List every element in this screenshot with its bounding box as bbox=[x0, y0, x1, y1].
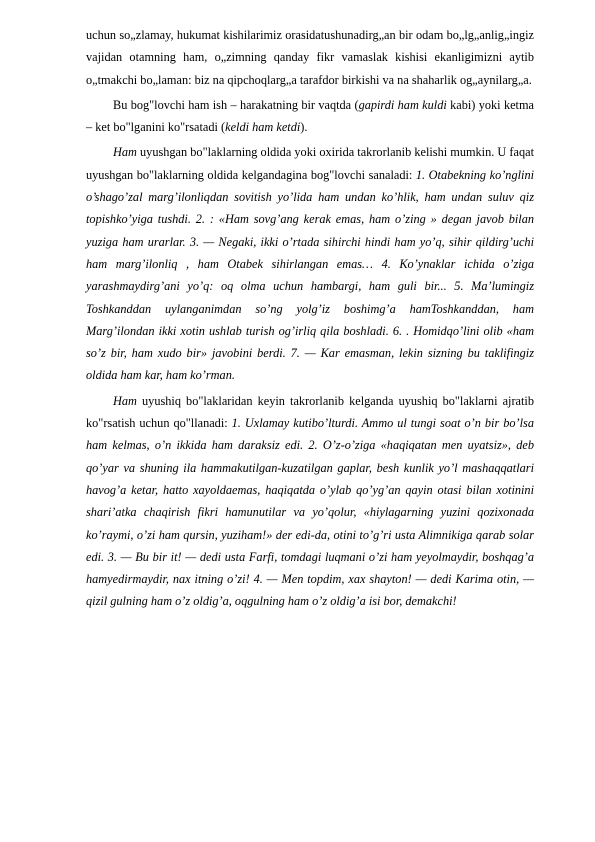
keyword-ham: Ham bbox=[113, 393, 137, 408]
definition-example-1: gapirdi ham kuldi bbox=[358, 97, 447, 112]
paragraph-ham-after bbox=[86, 390, 534, 613]
keyword-ham: Ham bbox=[113, 145, 137, 160]
document-page bbox=[86, 24, 534, 613]
definition-text-2: kabi) yoki ketma – ket bo"lganini ko"rsatadi ( bbox=[86, 97, 534, 135]
rule-text: uyushiq bo"laklaridan keyin takrorlanib kelganda uyushiq bo"laklarni ajratib ko"rsatish uchun qo"llanadi: bbox=[86, 393, 534, 431]
examples-text: 1. Otabekning ko’nglini o’shago’zal marg’ilonliqdan sovitish yo’lida ham undan ko’hlik, ham undan suluv qiz topishko’yiga tushdi. 2. : «Ham sovg’ang kerak emas, ham o’zing » degan javob bilan yuziga ham urarlar. 3. — Negaki, ikki o’rtada sihirchi hindi ham yo’q, sihir qildirg’uchi ham marg’ilonliq , ham Otabek sihirlangan emas… 4. Ko’ynaklar ichida o’ziga yarashmaydirg’ani yo’q: oq olma uchun hambargi, ham guli bir... 5. Ma’lumingiz Toshkanddan uylanganimdan so’ng yolg’iz boshimg’a hamToshkanddan, ham Marg’ilondan ikki xotin ushlab turish og’irliq qila boshladi. 6. . Homidqo’lini olib «ham so’z bir, ham xudo bir» javobini berdi. 7. — Kar emasman, lekin sizning bu taklifingiz oldida ham kar, ham ko’rman. bbox=[86, 167, 535, 383]
paragraph-ham-before bbox=[86, 141, 534, 386]
definition-text-3: ). bbox=[300, 120, 308, 135]
examples-text: 1. Uxlamay kutibo’lturdi. Ammo ul tungi soat o’n bir bo’lsa ham kelmas, o’n ikkida ham daraksiz edi. 2. O’z-o’ziga «haqiqatan men uyatsiz», deb qo’yar va shuning ila hammakutilgan-kuzatilgan gaplar, besh kunlik yo’l mashaqqatlari havog’a ketar, hatto xayoldaemas, haqiqatda o’ylab qo’yg’an qayin otasi bilan xotinini shari’atka chaqirish fikri hamunutilar va yo’qolur, «hiylagarning yuzini qozixonada ko’raymi, o’zi ham qursin, yuziham!» der edi-da, otini to’g’ri usta Alimnikiga qarab solar edi. 3. — Bu bir it! — dedi usta Farfi, tomdagi luqmani o’zi ham yeyolmaydir, boshqag’a hamyedirmaydir, nax itning o’zi! 4. — Men topdim, xax shayton! — dedi Karima otin, — qizil gulning ham o’z oldig’a, oqgulning ham o’z oldig’a isi bor, demakchi! bbox=[86, 416, 534, 609]
rule-text: uyushgan bo"laklarning oldida yoki oxirida takrorlanib kelishi mumkin. U faqat uyushgan bo"laklarning oldida kelgandagina bog"lovchi sanaladi: bbox=[86, 145, 534, 182]
definition-example-2: keldi ham ketdi bbox=[225, 120, 301, 135]
paragraph-definition bbox=[86, 94, 534, 139]
definition-text-1: Bu bog"lovchi ham ish – harakatning bir vaqtda ( bbox=[113, 97, 359, 112]
paragraph-intro: uchun so„zlamay, hukumat kishilarimiz orasidatushunadirg„an bir odam bo„lg„anlig„ingiz vajidan otamning ham, o„zimning qanday fikr vamaslak kishisi ekanligimizni aytib o„tmakchi bo„laman: biz na qipchoqlarg„a tarafdor birkishi va na shaharlik og„aynilarg„a. bbox=[86, 28, 534, 87]
